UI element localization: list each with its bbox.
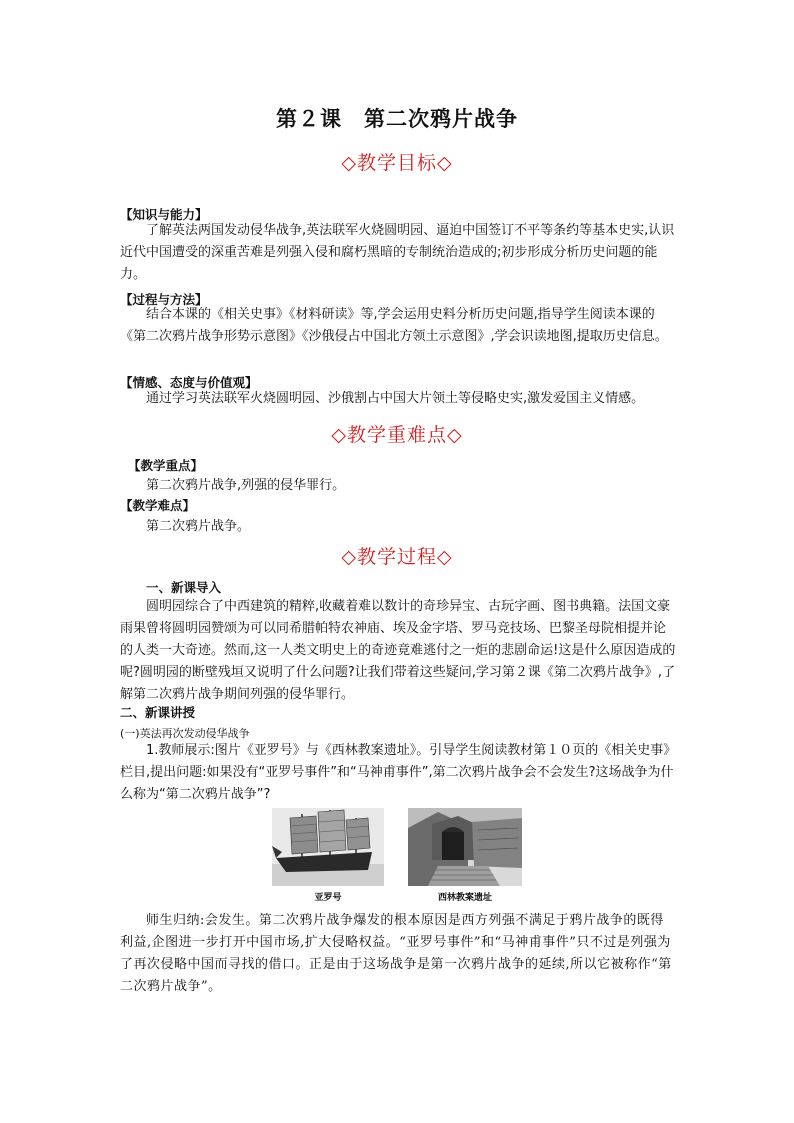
emotion-text: 通过学习英法联军火烧圆明园、沙俄割占中国大片领土等侵略史实,激发爱国主义情感。 bbox=[146, 391, 645, 406]
section-heading-process: ◇教学过程◇ bbox=[341, 546, 453, 568]
difficulty-label: 【教学难点】 bbox=[120, 498, 196, 513]
summary-text: 师生归纳:会发生。第二次鸦片战争爆发的根本原因是西方列强不满足于鸦片战争的既得利益,企图进一步打开中国市场,扩大侵略权益。“亚罗号事件”和“马神甫事件”只不过是列强为了再次侵略中国而寻找的借口。正是由于这场战争是第一次鸦片战争的延续,所以它被称作“第二次鸦片战争”。 bbox=[120, 913, 672, 994]
knowledge-label: 【知识与能力】 bbox=[120, 207, 208, 222]
figure-2-caption: 西林教案遗址 bbox=[437, 893, 492, 903]
intro-text: 圆明园综合了中西建筑的精粹,收藏着难以数计的奇珍异宝、古玩字画、图书典籍。法国文豪雨果曾将圆明园赞颂为可以同希腊帕特农神庙、埃及金字塔、罗马竞技场、巴黎圣母院相提并论的人类一大奇迹。然而,这一人类文明史上的奇迹竟难逃付之一炬的悲剧命运!这是什么原因造成的呢?圆明园的断壁残垣又说明了什么问题?让我们带着这些疑问,学习第２课《第二次鸦片战争》,了解第二次鸦片战争期间列强的侵华罪行。 bbox=[120, 599, 676, 702]
subsection-1-heading: (一)英法再次发动侵华战争 bbox=[120, 727, 250, 740]
process-method-label: 【过程与方法】 bbox=[120, 292, 208, 307]
arrow-ship-image bbox=[272, 808, 384, 886]
knowledge-text: 了解英法两国发动侵华战争,英法联军火烧圆明园、逼迫中国签订不平等条约等基本史实,认识近代中国遭受的深重苦难是列强入侵和腐朽黑暗的专制统治造成的;初步形成分析历史问题的能力。 bbox=[120, 223, 675, 282]
xilin-church-ruins-image bbox=[408, 808, 522, 886]
section-heading-objectives: ◇教学目标◇ bbox=[341, 152, 453, 174]
lecture-heading: 二、新课讲授 bbox=[120, 705, 196, 720]
focus-text: 第二次鸦片战争,列强的侵华罪行。 bbox=[146, 478, 346, 493]
section-heading-keypoints: ◇教学重难点◇ bbox=[331, 424, 463, 446]
process-method-text: 结合本课的《相关史事》《材料研读》等,学会运用史料分析历史问题,指导学生阅读本课的《第二次鸦片战争形势示意图》《沙俄侵占中国北方领土示意图》,学会识读地图,提取历史信息。 bbox=[120, 307, 668, 344]
item-1-text: 1.教师展示:图片《亚罗号》与《西林教案遗址》。引导学生阅读教材第１０页的《相关史事》栏目,提出问题:如果没有“亚罗号事件”和“马神甫事件”,第二次鸦片战争会不会发生?这场战争为什么称为“第二次鸦片战争”? bbox=[120, 743, 674, 802]
focus-label: 【教学重点】 bbox=[128, 458, 204, 473]
emotion-label: 【情感、态度与价值观】 bbox=[120, 375, 258, 390]
intro-heading: 一、新课导入 bbox=[146, 580, 222, 595]
difficulty-text: 第二次鸦片战争。 bbox=[146, 519, 251, 534]
figure-1-caption: 亚罗号 bbox=[314, 893, 342, 903]
lesson-title: 第２课 第二次鸦片战争 bbox=[276, 106, 518, 131]
